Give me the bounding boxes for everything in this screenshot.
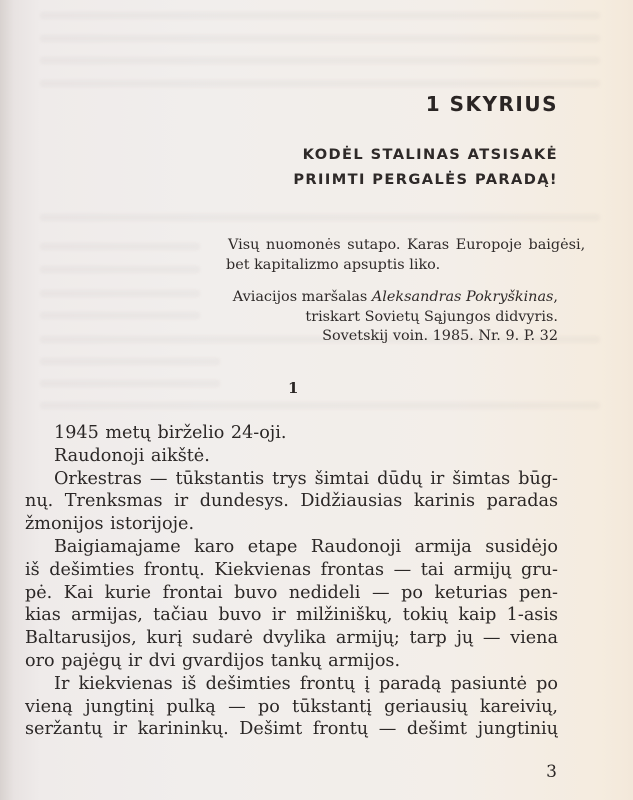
chapter-title-line: PRIIMTI PERGALĖS PARADĄ! [293, 171, 558, 188]
body-line: oro pajėgų ir dvi gvardijos tankų armijos. [25, 650, 401, 671]
body-line: Ir kiekvienas iš dešimties frontų į paradą pasiuntė po [54, 673, 558, 694]
body-line: nų. Trenksmas ir dundesys. Didžiausias karinis paradas [25, 491, 558, 512]
body-line: iš dešimties frontų. Kiekvienas frontas — tai armijų gru- [25, 559, 558, 580]
chapter-number: 1 SKYRIUS [425, 92, 558, 116]
author-title: Aviacijos maršalas [232, 289, 372, 305]
body-line: seržantų ir karininkų. Dešimt frontų — dešimt jungtinių [25, 719, 558, 740]
author-name: Aleksandras Pokryškinas [371, 289, 554, 305]
body-line: žmonijos istorijoje. [25, 514, 195, 535]
attribution-author-line [233, 288, 558, 308]
epigraph-quote [226, 236, 586, 275]
body-line: Baigiamajame karo etape Raudonoji armija susidėjo [54, 536, 558, 557]
body-line: vieną jungtinį pulką — po tūkstantį geriausių kareivių, [25, 696, 558, 717]
body-line: Raudonoji aikštė. [54, 445, 210, 466]
body-line: Baltarusijos, kurį sudarė dvylika armijų; tarp jų — viena [25, 628, 558, 649]
epigraph-line: bet kapitalizmo apsuptis liko. [226, 256, 441, 273]
epigraph-line: Visų nuomonės sutapo. Karas Europoje baigėsi, [228, 237, 586, 253]
author-suffix: , [553, 289, 558, 305]
body-line: 1945 metų birželio 24-oji. [54, 423, 287, 443]
page-number: 3 [546, 762, 557, 782]
attribution-honor-line: triskart Sovietų Sąjungos didvyris. [305, 308, 558, 325]
epigraph-attribution [233, 288, 558, 347]
body-line: kias armijas, tačiau buvo ir milžiniškų, tokių kaip 1-asis [25, 605, 558, 626]
body-line: pė. Kai kurie frontai buvo nedideli — po keturias pen- [25, 582, 558, 603]
section-number: 1 [288, 379, 299, 397]
body-line: Orkestras — tūkstantis trys šimtai dūdų ir šimtas būg- [54, 468, 558, 489]
chapter-title [293, 142, 558, 192]
attribution-source: Sovetskij voin. 1985. Nr. 9. P. 32 [322, 328, 558, 344]
body-text [25, 422, 558, 741]
chapter-title-line: KODĖL STALINAS ATSISAKĖ [302, 146, 558, 163]
